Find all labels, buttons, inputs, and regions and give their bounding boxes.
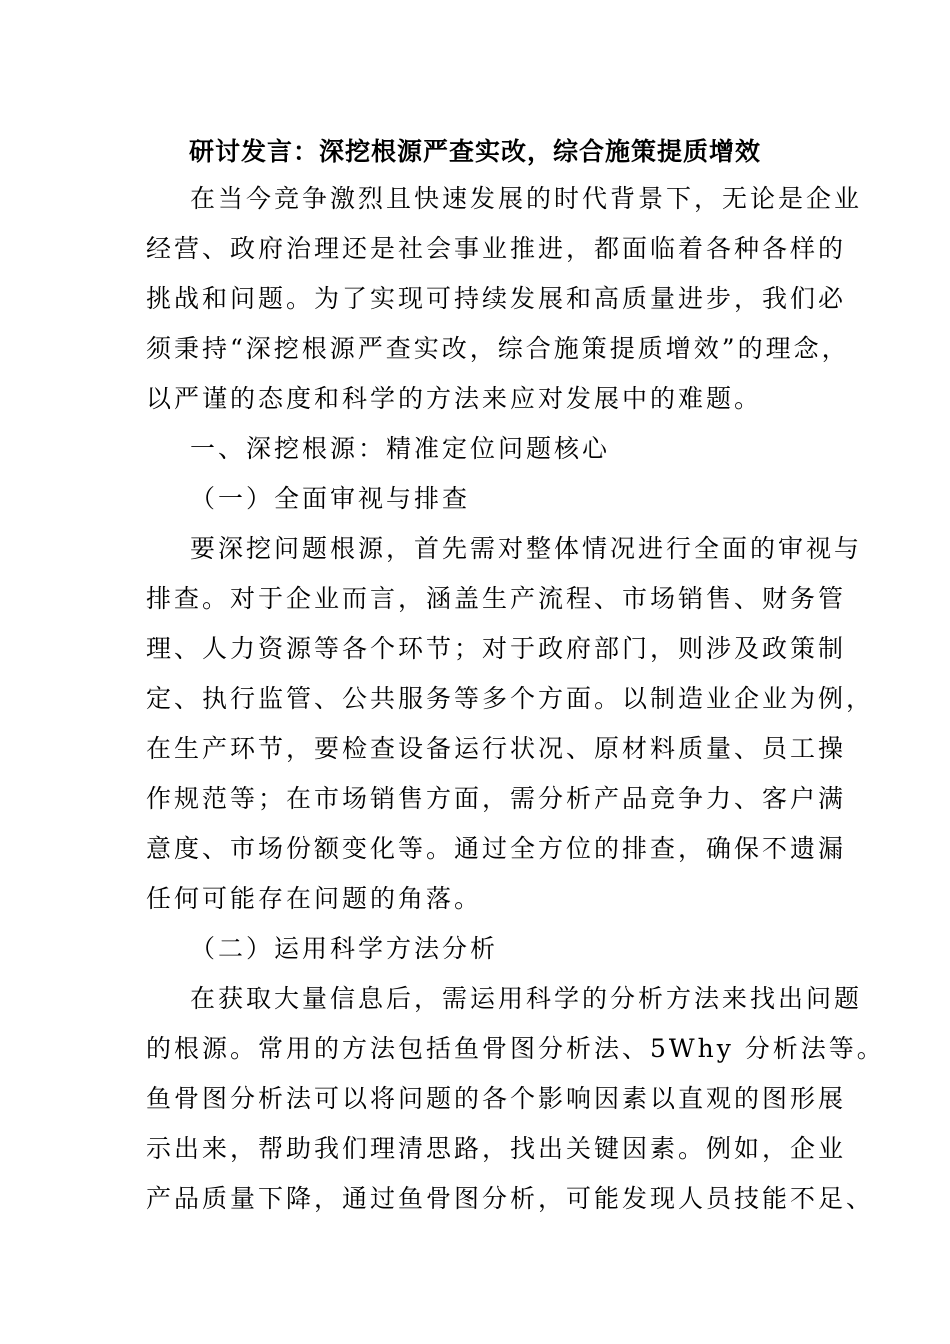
paragraph-line: 须秉持“深挖根源严查实改，综合施策提质增效”的理念， — [146, 334, 850, 363]
paragraph-line: 理、人力资源等各个环节；对于政府部门，则涉及政策制 — [146, 634, 847, 663]
paragraph-line: 鱼骨图分析法可以将问题的各个影响因素以直观的图形展 — [146, 1084, 847, 1113]
paragraph-line: 示出来，帮助我们理清思路，找出关键因素。例如，企业 — [146, 1134, 847, 1163]
paragraph-line: 的根源。常用的方法包括鱼骨图分析法、5Why 分析法等。 — [146, 1034, 885, 1063]
paragraph-line: 产品质量下降，通过鱼骨图分析，可能发现人员技能不足、 — [146, 1184, 875, 1213]
paragraph-line: 挑战和问题。为了实现可持续发展和高质量进步，我们必 — [146, 284, 847, 313]
paragraph-line: 定、执行监管、公共服务等多个方面。以制造业企业为例， — [146, 684, 875, 713]
paragraph-line: 意度、市场份额变化等。通过全方位的排查，确保不遗漏 — [146, 834, 847, 863]
paragraph-line: 作规范等；在市场销售方面，需分析产品竞争力、客户满 — [146, 784, 847, 813]
section-heading: 一、深挖根源：精准定位问题核心 — [190, 434, 611, 463]
paragraph-line: 经营、政府治理还是社会事业推进，都面临着各种各样的 — [146, 234, 847, 263]
paragraph-line: 在获取大量信息后，需运用科学的分析方法来找出问题 — [190, 984, 863, 1013]
document-title: 研讨发言：深挖根源严查实改，综合施策提质增效 — [188, 137, 761, 166]
paragraph-line: 以严谨的态度和科学的方法来应对发展中的难题。 — [146, 384, 763, 413]
paragraph-line: 排查。对于企业而言，涵盖生产流程、市场销售、财务管 — [146, 584, 847, 613]
paragraph-line: 在生产环节，要检查设备运行状况、原材料质量、员工操 — [146, 734, 847, 763]
paragraph-line: 要深挖问题根源，首先需对整体情况进行全面的审视与 — [190, 534, 863, 563]
paragraph-line: 任何可能存在问题的角落。 — [146, 884, 483, 913]
subsection-heading: （一）全面审视与排查 — [190, 484, 471, 513]
paragraph-line: 在当今竞争激烈且快速发展的时代背景下，无论是企业 — [190, 184, 863, 213]
subsection-heading: （二）运用科学方法分析 — [190, 934, 499, 963]
document-body — [146, 174, 885, 1224]
